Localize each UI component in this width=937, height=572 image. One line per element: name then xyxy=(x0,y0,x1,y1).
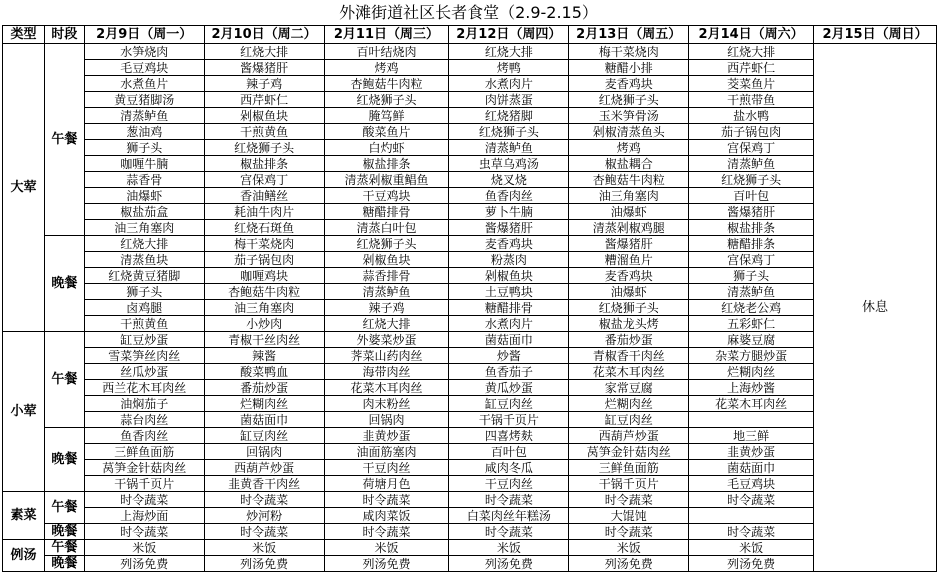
dish-cell: 糖醋排条 xyxy=(689,236,814,252)
dish-cell: 香油鳝丝 xyxy=(204,188,324,204)
dish-cell: 西兰花木耳肉丝 xyxy=(84,380,204,396)
dish-cell: 花菜木耳肉丝 xyxy=(324,380,449,396)
dish-cell: 列汤免费 xyxy=(324,556,449,572)
dish-cell: 西芹虾仁 xyxy=(689,60,814,76)
dish-cell: 列汤免费 xyxy=(204,556,324,572)
dish-cell: 西芹虾仁 xyxy=(204,92,324,108)
dish-cell xyxy=(689,412,814,428)
dish-cell: 糖醋排骨 xyxy=(324,204,449,220)
dish-cell: 蒜香排骨 xyxy=(324,268,449,284)
dish-cell: 清蒸鲈鱼 xyxy=(84,108,204,124)
menu-row xyxy=(3,268,937,284)
meal-period-label: 午餐 xyxy=(44,332,84,428)
menu-row xyxy=(3,428,937,444)
dish-cell: 韭黄炒蛋 xyxy=(689,444,814,460)
dish-cell: 红烧大排 xyxy=(324,316,449,332)
dish-cell: 列汤免费 xyxy=(569,556,689,572)
dish-cell: 酱爆猪肝 xyxy=(204,60,324,76)
dish-cell: 地三鲜 xyxy=(689,428,814,444)
menu-row xyxy=(3,332,937,348)
menu-row xyxy=(3,524,937,540)
dish-cell: 时令蔬菜 xyxy=(204,524,324,540)
dish-cell: 萝卜牛腩 xyxy=(449,204,569,220)
dish-cell: 米饭 xyxy=(324,540,449,556)
dish-cell: 咸肉菜饭 xyxy=(324,508,449,524)
menu-row xyxy=(3,76,937,92)
dish-cell: 白菜肉丝年糕汤 xyxy=(449,508,569,524)
meal-period-label: 晚餐 xyxy=(44,556,84,572)
dish-cell: 时令蔬菜 xyxy=(689,492,814,508)
meal-period-label: 晚餐 xyxy=(44,236,84,332)
dish-cell: 油焖茄子 xyxy=(84,396,204,412)
dish-cell: 烂糊肉丝 xyxy=(569,396,689,412)
dish-cell: 时令蔬菜 xyxy=(569,492,689,508)
dish-cell: 缸豆炒蛋 xyxy=(84,332,204,348)
dish-cell: 红烧狮子头 xyxy=(569,92,689,108)
menu-row xyxy=(3,124,937,140)
dish-cell: 韭黄炒蛋 xyxy=(324,428,449,444)
dish-cell: 麻婆豆腐 xyxy=(689,332,814,348)
dish-cell: 清蒸剁椒重鲳鱼 xyxy=(324,172,449,188)
dish-cell: 米饭 xyxy=(689,540,814,556)
column-header: 2月15日（周日） xyxy=(814,26,937,44)
header-row xyxy=(3,26,937,44)
menu-row xyxy=(3,556,937,572)
dish-cell: 红烧黄豆猪脚 xyxy=(84,268,204,284)
dish-cell: 油三角塞肉 xyxy=(84,220,204,236)
menu-row xyxy=(3,540,937,556)
dish-cell: 青椒干丝肉丝 xyxy=(204,332,324,348)
menu-row xyxy=(3,108,937,124)
menu-row xyxy=(3,444,937,460)
dish-cell: 杏鲍菇牛肉粒 xyxy=(569,172,689,188)
dish-cell: 清蒸鲈鱼 xyxy=(324,284,449,300)
dish-cell: 肉饼蒸蛋 xyxy=(449,92,569,108)
dish-cell: 盐水鸭 xyxy=(689,108,814,124)
dish-cell: 家常豆腐 xyxy=(569,380,689,396)
column-header: 2月9日（周一） xyxy=(84,26,204,44)
dish-cell: 花菜木耳肉丝 xyxy=(569,364,689,380)
dish-cell: 红烧狮子头 xyxy=(569,300,689,316)
dish-cell: 咖喱牛腩 xyxy=(84,156,204,172)
dish-cell: 葱油鸡 xyxy=(84,124,204,140)
dish-cell: 烤鸡 xyxy=(569,140,689,156)
menu-row xyxy=(3,396,937,412)
menu-row xyxy=(3,204,937,220)
dish-cell: 五彩虾仁 xyxy=(689,316,814,332)
dish-cell: 百叶包 xyxy=(689,188,814,204)
dish-cell: 三鲜鱼面筋 xyxy=(84,444,204,460)
dish-cell: 干煎带鱼 xyxy=(689,92,814,108)
dish-cell: 红烧大排 xyxy=(689,44,814,60)
menu-row xyxy=(3,508,937,524)
dish-cell: 黄瓜炒蛋 xyxy=(449,380,569,396)
dish-cell: 烂糊肉丝 xyxy=(204,396,324,412)
dish-cell: 炒酱 xyxy=(449,348,569,364)
dish-cell: 回锅肉 xyxy=(324,412,449,428)
dish-cell: 酸菜鸭血 xyxy=(204,364,324,380)
dish-cell: 干锅千页片 xyxy=(84,476,204,492)
menu-row xyxy=(3,348,937,364)
dish-cell: 麦香鸡块 xyxy=(449,236,569,252)
dish-cell: 梅干菜烧肉 xyxy=(569,44,689,60)
dish-cell: 油三角塞肉 xyxy=(204,300,324,316)
dish-cell: 麦香鸡块 xyxy=(569,76,689,92)
meal-period-label: 午餐 xyxy=(44,44,84,236)
dish-cell: 干锅千页片 xyxy=(569,476,689,492)
dish-cell: 米饭 xyxy=(204,540,324,556)
dish-cell: 三鲜鱼面筋 xyxy=(569,460,689,476)
dish-cell: 莴笋金针菇肉丝 xyxy=(84,460,204,476)
menu-row xyxy=(3,44,937,60)
dish-cell: 酸菜鱼片 xyxy=(324,124,449,140)
dish-cell: 酱爆猪肝 xyxy=(569,236,689,252)
dish-cell: 糖醋排骨 xyxy=(449,300,569,316)
dish-cell: 油爆虾 xyxy=(569,204,689,220)
dish-cell: 鱼香肉丝 xyxy=(84,428,204,444)
dish-cell: 虫草乌鸡汤 xyxy=(449,156,569,172)
dish-cell: 油爆虾 xyxy=(84,188,204,204)
dish-cell: 茭菜鱼片 xyxy=(689,76,814,92)
menu-row xyxy=(3,172,937,188)
dish-cell: 蒜香骨 xyxy=(84,172,204,188)
dish-cell: 剁椒鱼块 xyxy=(449,268,569,284)
meal-period-label: 晚餐 xyxy=(44,428,84,492)
dish-cell: 烧叉烧 xyxy=(449,172,569,188)
dish-cell: 腌笃鲜 xyxy=(324,108,449,124)
dish-cell: 红烧大排 xyxy=(204,44,324,60)
dish-cell: 炒河粉 xyxy=(204,508,324,524)
dish-cell: 米饭 xyxy=(569,540,689,556)
dish-cell: 玉米笋骨汤 xyxy=(569,108,689,124)
dish-cell: 茄子锅包肉 xyxy=(204,252,324,268)
dish-cell: 肉末粉丝 xyxy=(324,396,449,412)
dish-cell: 辣子鸡 xyxy=(324,300,449,316)
dish-cell: 椒盐排条 xyxy=(324,156,449,172)
menu-row xyxy=(3,92,937,108)
dish-cell: 耗油牛肉片 xyxy=(204,204,324,220)
dish-cell: 时令蔬菜 xyxy=(324,492,449,508)
dish-cell: 列汤免费 xyxy=(84,556,204,572)
dish-cell: 剁椒鱼块 xyxy=(204,108,324,124)
menu-row xyxy=(3,412,937,428)
dish-cell: 莴笋金针菇肉丝 xyxy=(569,444,689,460)
dish-cell: 油面筋塞肉 xyxy=(324,444,449,460)
menu-row xyxy=(3,220,937,236)
meal-period-label: 午餐 xyxy=(44,540,84,556)
dish-cell: 时令蔬菜 xyxy=(324,524,449,540)
dish-cell: 油爆虾 xyxy=(569,284,689,300)
dish-cell: 椒盐茄盒 xyxy=(84,204,204,220)
dish-cell: 毛豆鸡块 xyxy=(689,476,814,492)
dish-cell: 丝瓜炒蛋 xyxy=(84,364,204,380)
dish-cell: 回锅肉 xyxy=(204,444,324,460)
dish-cell: 列汤免费 xyxy=(449,556,569,572)
menu-table xyxy=(2,25,937,572)
menu-row xyxy=(3,316,937,332)
dish-cell: 卤鸡腿 xyxy=(84,300,204,316)
dish-cell: 鱼香茄子 xyxy=(449,364,569,380)
dish-cell: 荷塘月色 xyxy=(324,476,449,492)
dish-cell: 番茄炒蛋 xyxy=(569,332,689,348)
dish-cell: 剁椒清蒸鱼头 xyxy=(569,124,689,140)
dish-cell: 青椒香干肉丝 xyxy=(569,348,689,364)
dish-cell: 咖喱鸡块 xyxy=(204,268,324,284)
dish-cell: 菌菇面巾 xyxy=(689,460,814,476)
dish-cell: 水煮肉片 xyxy=(449,316,569,332)
dish-cell: 清蒸白叶包 xyxy=(324,220,449,236)
column-header: 时段 xyxy=(44,26,84,44)
dish-cell: 时令蔬菜 xyxy=(84,524,204,540)
dish-cell: 海带肉丝 xyxy=(324,364,449,380)
dish-cell: 上海炒面 xyxy=(84,508,204,524)
dish-cell: 土豆鸭块 xyxy=(449,284,569,300)
dish-cell: 时令蔬菜 xyxy=(204,492,324,508)
dish-cell: 椒盐耦合 xyxy=(569,156,689,172)
menu-row xyxy=(3,140,937,156)
dish-cell: 麦香鸡块 xyxy=(569,268,689,284)
dish-cell: 酱爆猪肝 xyxy=(689,204,814,220)
menu-row xyxy=(3,156,937,172)
dish-cell: 宫保鸡丁 xyxy=(204,172,324,188)
dish-cell: 狮子头 xyxy=(84,140,204,156)
dish-cell: 糟溜鱼片 xyxy=(569,252,689,268)
dish-cell: 红烧狮子头 xyxy=(689,172,814,188)
dish-cell: 列汤免费 xyxy=(689,556,814,572)
dish-cell: 烂糊肉丝 xyxy=(689,364,814,380)
menu-row xyxy=(3,60,937,76)
column-header: 2月11日（周三） xyxy=(324,26,449,44)
dish-cell: 荠菜山药肉丝 xyxy=(324,348,449,364)
menu-row xyxy=(3,284,937,300)
menu-row xyxy=(3,252,937,268)
dish-cell: 清蒸鲈鱼 xyxy=(449,140,569,156)
dish-cell: 上海炒酱 xyxy=(689,380,814,396)
dish-cell: 干豆鸡块 xyxy=(324,188,449,204)
dish-cell: 红烧大排 xyxy=(84,236,204,252)
menu-row xyxy=(3,364,937,380)
dish-cell: 杂菜方腿炒蛋 xyxy=(689,348,814,364)
dish-cell: 辣酱 xyxy=(204,348,324,364)
dish-cell: 干豆肉丝 xyxy=(324,460,449,476)
dish-cell: 狮子头 xyxy=(84,284,204,300)
dish-cell: 时令蔬菜 xyxy=(449,492,569,508)
dish-cell: 椒盐排条 xyxy=(204,156,324,172)
dish-cell: 杏鲍菇牛肉粒 xyxy=(204,284,324,300)
dish-cell: 外婆菜炒蛋 xyxy=(324,332,449,348)
dish-cell: 番茄炒蛋 xyxy=(204,380,324,396)
dish-cell: 米饭 xyxy=(449,540,569,556)
dish-cell: 宫保鸡丁 xyxy=(689,252,814,268)
dish-cell: 水煮鱼片 xyxy=(84,76,204,92)
dish-cell: 缸豆肉丝 xyxy=(449,396,569,412)
dish-cell: 烤鸡 xyxy=(324,60,449,76)
dish-cell: 椒盐排条 xyxy=(689,220,814,236)
dish-cell: 狮子头 xyxy=(689,268,814,284)
dish-cell: 清蒸鲈鱼 xyxy=(689,156,814,172)
dish-cell: 糖醋小排 xyxy=(569,60,689,76)
dish-cell: 干锅千页片 xyxy=(449,412,569,428)
dish-cell: 红烧老公鸡 xyxy=(689,300,814,316)
dish-cell: 杏鲍菇牛肉粒 xyxy=(324,76,449,92)
dish-cell: 油三角塞肉 xyxy=(569,188,689,204)
dish-cell: 红烧狮子头 xyxy=(204,140,324,156)
dish-cell: 辣子鸡 xyxy=(204,76,324,92)
dish-cell: 红烧狮子头 xyxy=(449,124,569,140)
dish-cell: 菌菇面巾 xyxy=(204,412,324,428)
dish-cell: 宫保鸡丁 xyxy=(689,140,814,156)
dish-cell: 小炒肉 xyxy=(204,316,324,332)
menu-row xyxy=(3,492,937,508)
dish-cell: 西葫芦炒蛋 xyxy=(204,460,324,476)
category-label: 素菜 xyxy=(3,492,45,540)
category-label: 大荤 xyxy=(3,44,45,332)
dish-cell: 水煮肉片 xyxy=(449,76,569,92)
menu-row xyxy=(3,188,937,204)
meal-period-label: 晚餐 xyxy=(44,524,84,540)
dish-cell: 红烧狮子头 xyxy=(324,92,449,108)
dish-cell: 红烧狮子头 xyxy=(324,236,449,252)
dish-cell: 米饭 xyxy=(84,540,204,556)
dish-cell: 时令蔬菜 xyxy=(84,492,204,508)
menu-row xyxy=(3,236,937,252)
dish-cell: 茄子锅包肉 xyxy=(689,124,814,140)
dish-cell: 咸肉冬瓜 xyxy=(449,460,569,476)
dish-cell: 烤鸭 xyxy=(449,60,569,76)
dish-cell: 梅干菜烧肉 xyxy=(204,236,324,252)
menu-row xyxy=(3,460,937,476)
dish-cell: 韭黄香干肉丝 xyxy=(204,476,324,492)
dish-cell: 时令蔬菜 xyxy=(449,524,569,540)
dish-cell: 红烧猪脚 xyxy=(449,108,569,124)
dish-cell: 椒盐龙头烤 xyxy=(569,316,689,332)
menu-row xyxy=(3,380,937,396)
dish-cell: 缸豆肉丝 xyxy=(569,412,689,428)
meal-period-label: 午餐 xyxy=(44,492,84,524)
dish-cell: 百叶包 xyxy=(449,444,569,460)
dish-cell: 缸豆肉丝 xyxy=(204,428,324,444)
column-header: 2月14日（周六） xyxy=(689,26,814,44)
dish-cell: 白灼虾 xyxy=(324,140,449,156)
dish-cell: 花菜木耳肉丝 xyxy=(689,396,814,412)
dish-cell xyxy=(689,508,814,524)
menu-row xyxy=(3,476,937,492)
dish-cell: 剁椒鱼块 xyxy=(324,252,449,268)
column-header: 2月12日（周四） xyxy=(449,26,569,44)
dish-cell: 酱爆猪肝 xyxy=(449,220,569,236)
dish-cell: 清蒸剁椒鸡腿 xyxy=(569,220,689,236)
dish-cell: 红烧大排 xyxy=(449,44,569,60)
category-label: 小荤 xyxy=(3,332,45,492)
dish-cell: 时令蔬菜 xyxy=(569,524,689,540)
dish-cell: 时令蔬菜 xyxy=(689,524,814,540)
dish-cell: 毛豆鸡块 xyxy=(84,60,204,76)
dish-cell: 干豆肉丝 xyxy=(449,476,569,492)
dish-cell: 红烧石斑鱼 xyxy=(204,220,324,236)
sheet-title: 外滩街道社区长者食堂（2.9-2.15） xyxy=(339,3,598,22)
dish-cell: 西葫芦炒蛋 xyxy=(569,428,689,444)
dish-cell: 百叶结烧肉 xyxy=(324,44,449,60)
dish-cell: 四喜烤麸 xyxy=(449,428,569,444)
column-header: 类型 xyxy=(3,26,45,44)
category-label: 例汤 xyxy=(3,540,45,572)
column-header: 2月10日（周二） xyxy=(204,26,324,44)
dish-cell: 鱼香肉丝 xyxy=(449,188,569,204)
dish-cell: 清蒸鱼块 xyxy=(84,252,204,268)
dish-cell: 清蒸鲈鱼 xyxy=(689,284,814,300)
column-header: 2月13日（周五） xyxy=(569,26,689,44)
dish-cell: 水笋烧肉 xyxy=(84,44,204,60)
dish-cell: 干煎黄鱼 xyxy=(204,124,324,140)
dish-cell: 干煎黄鱼 xyxy=(84,316,204,332)
dish-cell: 大馄饨 xyxy=(569,508,689,524)
rest-day-cell: 休息 xyxy=(814,44,937,572)
dish-cell: 雪菜笋丝肉丝 xyxy=(84,348,204,364)
dish-cell: 菌菇面巾 xyxy=(449,332,569,348)
dish-cell: 黄豆猪脚汤 xyxy=(84,92,204,108)
dish-cell: 粉蒸肉 xyxy=(449,252,569,268)
dish-cell: 蒜台肉丝 xyxy=(84,412,204,428)
menu-row xyxy=(3,300,937,316)
